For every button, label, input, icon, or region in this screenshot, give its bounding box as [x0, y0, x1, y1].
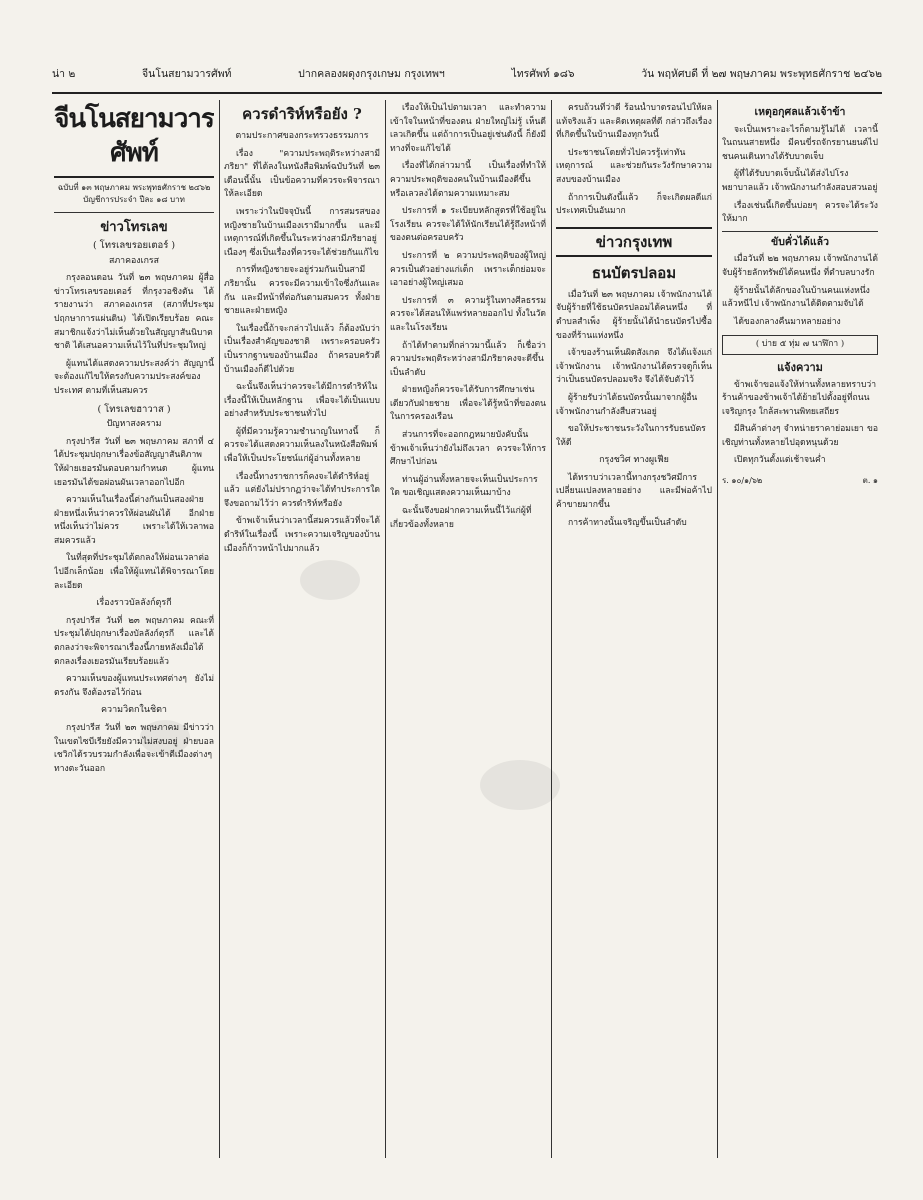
print-speck — [140, 720, 190, 755]
section-subtitle: ( โทรเลขรอยเตอร์ ) — [92, 240, 176, 251]
paragraph: ผู้ร้ายรับว่าได้ธนบัตรนั้นมาจากผู้อื่น เจ้าพนักงานกำลังสืบสวนอยู่ — [556, 392, 698, 417]
paragraph: การค้าทางนั้นเจริญขึ้นเป็นลำดับ — [568, 517, 687, 528]
section-byline: สภาคองเกรส — [109, 255, 159, 266]
paragraph: เพราะว่าในปัจจุบันนี้ การสมรสของหญิงชายในบ้านเมืองเรามีมากขึ้น และมีเหตุการณ์ที่เกิดขึ้นในระหว่างสามีภริยาอยู่เนืองๆ ซึ่งเป็นเรื่องที่ควรจะได้ช่วยกันแก้ไข — [224, 206, 380, 258]
column-rule — [551, 100, 552, 1158]
page-header — [52, 62, 882, 84]
paragraph: ถ้าได้ทำตามที่กล่าวมานี้แล้ว ก็เชื่อว่าความประพฤติระหว่างสามีภริยาคงจะดีขึ้นเป็นลำดับ — [390, 340, 546, 378]
paragraph: กรุงลอนดอน วันที่ ๒๓ พฤษภาคม ผู้สื่อข่าวโทรเลขรอยเตอร์ ที่กรุงวอชิงตัน ได้รายงานว่า สภาคองเกรส (สภาที่ประชุมปฤกษาการแผ่นดิน) ได้เปิดเรียบร้อย คณะสมาชิกแจ้งว่าไม่เห็นด้วยในสัญญาสันนิบาตชาติ ได้เสนอความเห็นไว้ในที่ประชุมใหญ่ — [54, 273, 214, 352]
place: ปากคลองผดุงกรุงเกษม กรุงเทพฯ — [298, 67, 445, 80]
paragraph: เมื่อวันที่ ๒๒ พฤษภาคม เจ้าพนักงานได้จับผู้ร้ายลักทรัพย์ได้คนหนึ่ง ที่ตำบลบางรัก — [722, 254, 878, 278]
paragraph: ประการที่ ๒ ความประพฤติของผู้ใหญ่ควรเป็นตัวอย่างแก่เด็ก เพราะเด็กย่อมจะเอาอย่างผู้ใหญ่เสมอ — [390, 250, 546, 289]
section-subtitle: ( โทรเลขฮาวาส ) — [97, 403, 171, 415]
paragraph: กรุงปารีส วันที่ ๒๓ พฤษภาคม สภาที่ ๔ ได้ประชุมปฤกษาเรื่องข้อสัญญาสันติภาพ ให้ฝ่ายเยอรมันตอบตามกำหนด ผู้แทนเยอรมันได้ขอผ่อนผันเวลาออกไปอีก — [54, 436, 214, 488]
section-heading: ความวิตกในชิตา — [101, 705, 167, 716]
paragraph: ครบถ้วนที่ว่าดี ร้อนน้ำบาดรอนไปให้ผลแท้จริงแล้ว และคิดเหตุผลที่ดี กล่าวถึงเรื่องที่เกิดขึ้นในบ้านเมืองทุกวันนี้ — [556, 103, 712, 141]
column-rule — [219, 100, 220, 1158]
issue-date: วัน พฤหัศบดี ที่ ๒๗ พฤษภาคม พระพุทธศักราช ๒๔๖๒ — [641, 67, 882, 80]
column-2 — [224, 102, 380, 1157]
article-title: ธนบัตรปลอม — [591, 263, 677, 282]
paragraph: ในที่สุดที่ประชุมได้ตกลงให้ผ่อนเวลาต่อไปอีกเล็กน้อย เพื่อให้ผู้แทนได้พิจารณาโดยละเอียด — [54, 553, 214, 591]
paragraph: ประการที่ ๓ ความรู้ในทางศีลธรรม ควรจะได้สอนให้แพร่หลายออกไป ทั้งในวัดและในโรงเรียน — [390, 295, 546, 333]
paragraph: เปิดทุกวันตั้งแต่เช้าจนค่ำ — [734, 455, 826, 466]
paragraph: ประการที่ ๑ ระเบียบหลักสูตรที่ใช้อยู่ในโรงเรียน ควรจะได้ให้นักเรียนได้รู้ถึงหน้าที่ของตนต่อครอบครัว — [390, 206, 546, 244]
section-heading: เหตุอกุศลแล้วเจ้าข้า — [754, 106, 846, 118]
print-speck — [480, 760, 560, 810]
column-3 — [390, 102, 546, 1157]
date-note: ( บ่าย ๕ ทุ่ม ๗ นาฬิกา ) — [722, 335, 878, 355]
paragraph: ท่านผู้อ่านทั้งหลายจะเห็นเป็นประการใด ขอเชิญแสดงความเห็นมาบ้าง — [390, 474, 538, 499]
section-heading: เรื่องราวบัลลังก์ตุรกี — [96, 598, 172, 609]
section-heading: กรุงชวิศ ทางผูเฟีย — [599, 455, 669, 466]
masthead: จีนโนสยามวารศัพท์ — [54, 102, 214, 178]
paragraph: ฝ่ายหญิงก็ควรจะได้รับการศึกษาเช่นเดียวกับฝ่ายชาย เพื่อจะได้รู้หน้าที่ของตนในการครองเรือน — [390, 385, 546, 423]
paragraph: ความเห็นของผู้แทนประเทศต่างๆ ยังไม่ตรงกัน จึงต้องรอไว้ก่อน — [54, 674, 214, 698]
section-title: ข่าวโทรเลข — [100, 220, 168, 235]
section-heading: แจ้งความ — [777, 360, 823, 374]
paragraph: จะเป็นเพราะอะไรก็ตามรู้ไม่ได้ เวลานี้ในถนนสายหนึ่ง มีคนขี่รถจักรยานยนต์ไปชนคนเดินทางได้รับบาดเจ็บ — [722, 124, 878, 162]
paragraph: ได้ทราบว่าเวลานี้ทางกรุงชวิศมีการเปลี่ยนแปลงหลายอย่าง และมีพ่อค้าไปค้าขายมากขึ้น — [556, 472, 712, 511]
paragraph: การที่หญิงชายจะอยู่ร่วมกันเป็นสามีภริยานั้น ควรจะมีความเข้าใจซึ่งกันและกัน และมีหน้าที่ต่อกันตามสมควร ทั้งฝ่ายชายและฝ่ายหญิง — [224, 265, 380, 317]
paragraph: เรื่องให้เป็นไปตามเวลา และทำความเข้าใจในหน้าที่ของตน ฝ่ายใหญ่ไม่รู้ เห็นดีเลวเกิดขึ้น แต่ถ้าการเป็นอยู่เช่นดังนี้ ก็ยังมีทางที่จะแก้ไขได้ — [390, 103, 546, 154]
paragraph: ประชาชนโดยทั่วไปควรรู้เท่าทันเหตุการณ์ และช่วยกันระวังรักษาความสงบของบ้านเมือง — [556, 147, 712, 185]
paragraph: ถ้าการเป็นดังนี้แล้ว ก็จะเกิดผลดีแก่ประเทศเป็นอันมาก — [556, 192, 712, 217]
column-4 — [556, 102, 712, 1157]
column-1 — [54, 102, 214, 1157]
paragraph: กรุงปารีส วันที่ ๒๓ พฤษภาคม คณะที่ประชุมได้ปฤกษาเรื่องบัลลังก์ตุรกี และได้ตกลงว่าจะพิจารณาเรื่องนี้ภายหลังเมื่อได้ตกลงเรื่องเยอรมันเรียบร้อยแล้ว — [54, 615, 214, 667]
section-title: ข่าวกรุงเทพ — [556, 227, 712, 257]
paragraph: เรื่อง "ความประพฤติระหว่างสามีภริยา" ที่ได้ลงในหนังสือพิมพ์ฉบับวันที่ ๒๓ เดือนนี้นั้น เป็นข้อความที่ควรจะพิจารณาให้ละเอียด — [224, 148, 380, 200]
paragraph: เรื่องนี้ทางราชการก็คงจะได้ดำริห์อยู่แล้ว แต่ยังไม่ปรากฏว่าจะได้ทำประการใด จึงขอถามไว้ว่า ควรดำริห์หรือยัง — [224, 471, 380, 509]
masthead-meta: ฉบับที่ ๑๓ พฤษภาคม พระพุทธศักราช ๒๔๖๒ บัญชีการประจำ ปีละ ๑๘ บาท — [57, 183, 211, 204]
paragraph: ฉะนั้นจึงเห็นว่าควรจะได้มีการดำริห์ในเรื่องนี้ให้เป็นหลักฐาน เพื่อจะได้เป็นแบบอย่างสำหรับประชาชนทั่วไป — [224, 382, 380, 420]
paragraph: ข้าพเจ้าเห็นว่าเวลานี้สมควรแล้วที่จะได้ดำริห์ในเรื่องนี้ เพราะความเจริญของบ้านเมืองก็ก้าวหน้าไปมากแล้ว — [224, 516, 380, 554]
paragraph: เรื่องเช่นนี้เกิดขึ้นบ่อยๆ ควรจะได้ระวังให้มาก — [722, 200, 878, 225]
column-footer — [722, 474, 878, 488]
section-heading: ขับคั่วได้แล้ว — [771, 235, 829, 248]
paragraph: กรุงปารีส วันที่ ๒๓ พฤษภาคม มีข่าวว่าในเขตไซบีเรียยังมีความไม่สงบอยู่ ฝ่ายบอลเชวิกได้รวบรวมกำลังเพื่อจะเข้าตีเมืองต่างๆ ทางตะวันออก — [54, 723, 214, 774]
print-speck — [300, 560, 360, 600]
paragraph: ฉะนั้นจึงขอฝากความเห็นนี้ไว้แก่ผู้ที่เกี่ยวข้องทั้งหลาย — [390, 506, 532, 530]
section-byline: ปัญหาสงคราม — [106, 419, 162, 430]
paper-name: จีนโนสยามวารศัพท์ — [142, 67, 232, 80]
footer-code: ร. ๑๐/๑/๖๒ — [722, 476, 763, 486]
paragraph: มีสินค้าต่างๆ จำหน่ายราคาย่อมเยา ขอเชิญท่านทั้งหลายไปอุดหนุนด้วย — [722, 424, 878, 448]
issue-number: ไทรศัพท์ ๑๘๖ — [511, 67, 575, 80]
column-rule — [717, 100, 718, 1158]
divider — [722, 231, 878, 232]
paragraph: ความเห็นในเรื่องนี้ต่างกันเป็นสองฝ่าย ฝ่ายหนึ่งเห็นว่าควรให้ผ่อนผันได้ อีกฝ่ายหนึ่งเห็นว่าไม่ควร เพราะได้ให้เวลาพอสมควรแล้ว — [54, 495, 214, 546]
column-rule — [385, 100, 386, 1158]
article-byline: ตามประกาศของกระทรวงธรรมการ — [235, 131, 369, 141]
divider — [54, 212, 214, 213]
paragraph: เจ้าของร้านเห็นผิดสังเกต จึงได้แจ้งแก่เจ้าพนักงาน เจ้าพนักงานได้ตรวจดูก็เห็นว่าเป็นธนบัตรปลอมจริง จึงได้จับตัวไว้ — [556, 348, 712, 386]
paragraph: ข้าพเจ้าขอแจ้งให้ท่านทั้งหลายทราบว่า ร้านค้าของข้าพเจ้าได้ย้ายไปตั้งอยู่ที่ถนนเจริญกรุง ใกล้สะพานพิทยเสถียร — [722, 379, 877, 417]
column-5 — [722, 102, 878, 1157]
article-title: ควรดำริห์หรือยัง ? — [242, 105, 362, 123]
paragraph: ผู้ที่มีความรู้ความชำนาญในทางนี้ ก็ควรจะได้แสดงความเห็นลงในหนังสือพิมพ์ เพื่อให้เป็นประโยชน์แก่ผู้อ่านทั้งหลาย — [224, 426, 380, 465]
paragraph: ในเรื่องนี้ถ้าจะกล่าวไปแล้ว ก็ต้องนับว่าเป็นเรื่องสำคัญของชาติ เพราะครอบครัวเป็นรากฐานของบ้านเมือง ถ้าครอบครัวดีบ้านเมืองก็ดีไปด้วย — [224, 323, 380, 375]
paragraph: ผู้ที่ได้รับบาดเจ็บนั้นได้ส่งไปโรงพยาบาลแล้ว เจ้าพนักงานกำลังสอบสวนอยู่ — [722, 169, 878, 193]
header-rule — [52, 92, 882, 94]
paragraph: ผู้แทนได้แสดงความประสงค์ว่า สัญญานี้จะต้องแก้ไขให้ตรงกับความประสงค์ของประเทศ ตามที่เห็นสมควร — [54, 358, 214, 396]
paragraph: ได้ของกลางคืนมาหลายอย่าง — [734, 316, 841, 327]
paragraph: เรื่องที่ได้กล่าวมานี้ เป็นเรื่องที่ทำให้ความประพฤติของคนในบ้านเมืองดีขึ้น หรือเลวลงได้ตามความเหมาะสม — [390, 161, 546, 199]
paragraph: เมื่อวันที่ ๒๓ พฤษภาคม เจ้าพนักงานได้จับผู้ร้ายที่ใช้ธนบัตรปลอมได้คนหนึ่ง ที่ตำบลสำเพ็ง ผู้ร้ายนั้นได้นำธนบัตรไปซื้อของที่ร้านแห่งหนึ่ง — [556, 289, 712, 341]
page-number: น่า ๒ — [52, 67, 76, 80]
footer-page: ต. ๑ — [862, 476, 878, 486]
paragraph: ผู้ร้ายนั้นได้ลักของในบ้านคนแห่งหนึ่ง แล้วหนีไป เจ้าพนักงานได้ติดตามจับได้ — [722, 285, 870, 310]
paragraph: ขอให้ประชาชนระวังในการรับธนบัตรให้ดี — [556, 424, 706, 448]
paragraph: ส่วนการที่จะออกกฎหมายบังคับนั้น ข้าพเจ้าเห็นว่ายังไม่ถึงเวลา ควรจะให้การศึกษาไปก่อน — [390, 430, 546, 468]
